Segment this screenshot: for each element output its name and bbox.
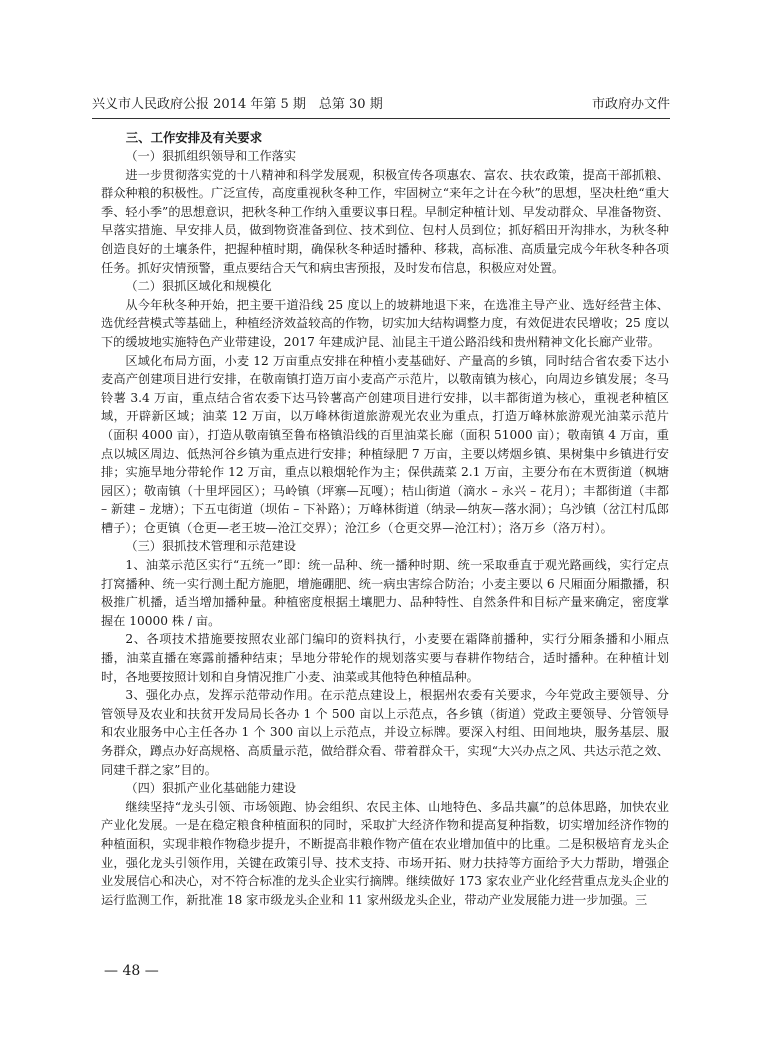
paragraph: 进一步贯彻落实党的十八精神和科学发展观，积极宣传各项惠农、富农、扶农政策，提高干部抓粮、群众种粮的积极性。广泛宣传，高度重视秋冬种工作，牢固树立“来年之计在今秋”的思想，坚决杜绝“重大季、轻小季”的思想意识，把秋冬种工作纳入重要议事日程。早制定种植计划、早发动群众、早准备物资、早落实措施、早安排人员，做到物资准备到位、技术到位、包村人员到位；抓好稻田开沟排水，为秋冬种创造良好的土壤条件，把握种植时期，确保秋冬种适时播种、移栽，高标准、高质量完成今年秋冬种各项任务。抓好灾情预警，重点要结合天气和病虫害预报，及时发布信息，积极应对处置。 bbox=[101, 167, 669, 275]
subsection-heading-4: （四）狠抓产业化基础能力建设 bbox=[125, 781, 297, 796]
subsection-heading-1: （一）狠抓组织领导和工作落实 bbox=[125, 149, 297, 163]
page-header bbox=[92, 92, 670, 119]
section-label: 市政府办文件 bbox=[591, 97, 670, 112]
paragraph: 3、强化办点，发挥示范带动作用。在示范点建设上，根据州农委有关要求，今年党政主要领导、分管领导及农业和扶贫开发局局长各办 1 个 500 亩以上示范点，各乡镇（街道）党政主要领导、分管领导和农业服务中心主任各办 1 个 300 亩以上示范点，并设立标牌。要深入村组、田间地块，服务基层、服务群众，蹲点办好高规格、高质量示范，做给群众看、带着群众干，实现“大兴办点之风、共达示范之效、同建千群之家”目的。 bbox=[101, 688, 669, 777]
paragraph: 从今年秋冬种开始，把主要干道沿线 25 度以上的坡耕地退下来，在选准主导产业、选好经营主体、选优经营模式等基础上，种植经济效益较高的作物，切实加大结构调整力度，有效促进农民增收；25 度以下的缓坡地实施特色产业带建设，2017 年建成沪昆、汕昆主干道公路沿线和贵州精神文化长廊产业带。 bbox=[101, 297, 669, 349]
paragraph: 继续坚持“龙头引领、市场领跑、协会组织、农民主体、山地特色、多品共赢”的总体思路，加快农业产业化发展。一是在稳定粮食种植面积的同时，采取扩大经济作物和提高复种指数，切实增加经济作物的种植面积，实现非粮作物稳步提升，不断提高非粮作物产值在农业增加值中的比重。二是积极培育龙头企业，强化龙头引领作用，关键在政策引导、技术支持、市场开拓、财力扶持等方面给予大力帮助，增强企业发展信心和决心，对不符合标准的龙头企业实行摘牌。继续做好 173 家农业产业化经营重点龙头企业的运行监测工作，新批准 18 家市级龙头企业和 11 家州级龙头企业，带动产业发展能力进一步加强。三 bbox=[101, 799, 669, 907]
paragraph: 1、油菜示范区实行“五统一”即：统一品种、统一播种时期、统一采取垂直于观光路画线，实行定点打窝播种、统一实行测土配方施肥，增施硼肥、统一病虫害综合防治；小麦主要以 6 尺厢面分厢撒播，积极推广机播，适当增加播种量。种植密度根据土壤肥力、品种特性、自然条件和目标产量来确定，密度掌握在 10000 株 / 亩。 bbox=[101, 558, 669, 628]
paragraph: 2、各项技术措施要按照农业部门编印的资料执行，小麦要在霜降前播种，实行分厢条播和小厢点播，油菜直播在寒露前播种结束；旱地分带轮作的规划落实要与春耕作物结合，适时播种。在种植计划时，各地要按照计划和自身情况推广小麦、油菜或其他特色种植品种。 bbox=[101, 632, 669, 684]
document-body bbox=[101, 128, 669, 909]
bulletin-title: 兴义市人民政府公报 2014 年第 5 期 总第 30 期 bbox=[92, 97, 383, 112]
section-heading: 三、工作安排及有关要求 bbox=[125, 130, 263, 145]
subsection-heading-2: （二）狠抓区域化和规模化 bbox=[125, 279, 272, 294]
paragraph: 区域化布局方面，小麦 12 万亩重点安排在种植小麦基础好、产量高的乡镇，同时结合省农委下达小麦高产创建项目进行安排，在敬南镇打造万亩小麦高产示范片，以敬南镇为核心，向周边乡镇发展；冬马铃薯 3.4 万亩，重点结合省农委下达马铃薯高产创建项目进行安排，以丰都街道为核心，重视老种植区域，开辟新区域；油菜 12 万亩，以万峰林街道旅游观光农业为重点，打造万峰林旅游观光油菜示范片（面积 4000 亩），打造从敬南镇至鲁布格镇沿线的百里油菜长廊（面积 51000 亩）；敬南镇 4 万亩，重点以城区周边、低热河谷乡镇为重点进行安排；种植绿肥 7 万亩，主要以烤烟乡镇、果树集中乡镇进行安排；实施旱地分带轮作 12 万亩，重点以粮烟轮作为主；保供蔬菜 2.1 万亩，主要分布在木贾街道（枫塘园区）；敬南镇（十里坪园区）；马岭镇（坪寨—瓦嘎）；桔山街道（滴水 – 永兴 – 花月）；丰都街道（丰都 – 新建 – 龙塘）；下五屯街道（坝佑 – 下补路）；万峰林街道（纳录—纳灰—落水洞）；乌沙镇（岔江村瓜郎槽子）；仓更镇（仓更—老王坡—沧江交界）；沧江乡（仓更交界—沧江村）；洛万乡（洛万村）。 bbox=[101, 353, 669, 535]
page-number: — 48 — bbox=[104, 963, 159, 979]
subsection-heading-3: （三）狠抓技术管理和示范建设 bbox=[125, 539, 297, 554]
